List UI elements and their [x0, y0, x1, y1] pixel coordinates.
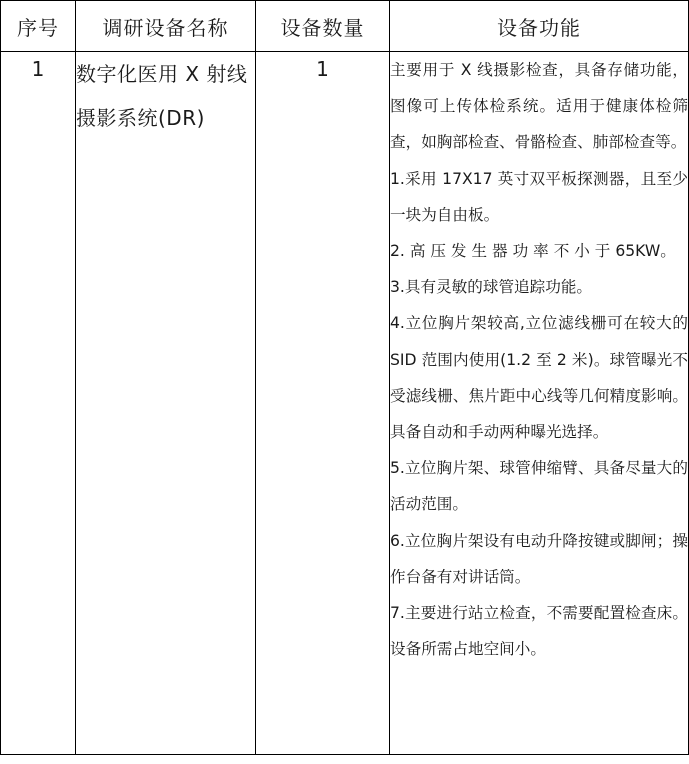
function-item-5: 5.立位胸片架、球管伸缩臂、具备尽量大的活动范围。 [390, 459, 688, 514]
row-quantity: 1 [256, 52, 390, 755]
function-item-2: 2. 高 压 发 生 器 功 率 不 小 于 65KW。 [390, 242, 676, 261]
table-row [1, 52, 689, 755]
header-function: 设备功能 [390, 1, 689, 52]
function-item-6: 6.立位胸片架设有电动升降按键或脚闸；操作台备有对讲话筒。 [390, 531, 688, 586]
row-function-list [390, 52, 689, 755]
row-index: 1 [1, 52, 76, 755]
header-equipment-name: 调研设备名称 [76, 1, 256, 52]
function-item-1: 1.采用 17X17 英寸双平板探测器，且至少一块为自由板。 [390, 169, 688, 224]
function-item-3: 3.具有灵敏的球管追踪功能。 [390, 278, 593, 297]
table-header-row [1, 1, 689, 52]
function-item-7: 7.主要进行站立检查，不需要配置检查床。设备所需占地空间小。 [390, 604, 688, 659]
function-item-4: 4.立位胸片架较高,立位滤线栅可在较大的 SID 范围内使用(1.2 至 2 米)。球管曝光不受滤线栅、焦片距中心线等几何精度影响。具备自动和手动两种曝光选择。 [390, 314, 688, 442]
header-quantity: 设备数量 [256, 1, 390, 52]
function-summary: 主要用于 X 线摄影检查，具备存储功能，图像可上传体检系统。适用于健康体检筛查，如胸部检查、骨骼检查、肺部检查等。 [390, 61, 688, 152]
row-equipment-name: 数字化医用 X 射线摄影系统(DR) [76, 52, 256, 755]
header-index: 序号 [1, 1, 76, 52]
